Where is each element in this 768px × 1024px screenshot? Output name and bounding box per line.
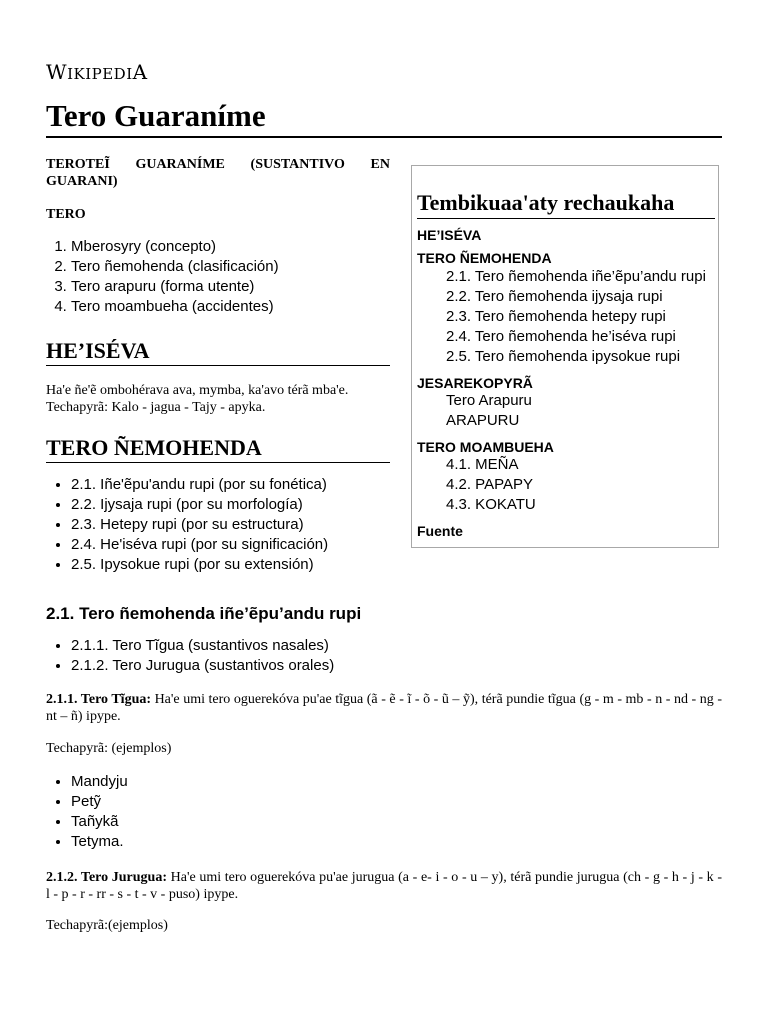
toc-link-arapuru[interactable]: ARAPURU <box>446 412 520 429</box>
list-item: • Tetyma. <box>71 832 721 852</box>
list-item: 1. Mberosyry (concepto) <box>71 237 391 257</box>
tero-tigua-label: 2.1.1. Tero Tĩgua: <box>46 692 152 707</box>
section-2-1-heading: 2.1. Tero ñemohenda iñe’ẽpu’andu rupi <box>46 604 362 623</box>
examples-list <box>46 772 721 852</box>
heiseva-heading: HE’ISÉVA <box>46 337 390 366</box>
tero-tigua-text: Ha'e umi tero oguerekóva pu'ae tĩgua (ã - ẽ - ĩ - õ - ũ – ỹ), térã pundie tĩgua (g - m - mb - n - nd - ng - nt – ñ) ipype. <box>46 692 722 724</box>
section-2-1-list <box>46 636 721 676</box>
toc-title: Tembikuaa'aty rechaukaha <box>417 188 715 219</box>
list-item: • 2.4. He'iséva rupi (por su significación) <box>71 535 391 555</box>
list-item: • Mandyju <box>71 772 721 792</box>
list-item: • 2.2. Ijysaja rupi (por su morfología) <box>71 495 391 515</box>
tero-jurugua-paragraph <box>46 869 722 903</box>
toc-link-4-1[interactable]: 4.1. MEÑA <box>446 456 519 473</box>
examples-label-2: Techapyrã:(ejemplos) <box>46 918 168 933</box>
toc-link-fuente[interactable]: Fuente <box>417 523 463 539</box>
nemohenda-heading: TERO ÑEMOHENDA <box>46 434 390 463</box>
tero-jurugua-label: 2.1.2. Tero Jurugua: <box>46 870 167 885</box>
list-item: • 2.1. Iñe'ẽpu'andu rupi (por su fonética) <box>71 475 391 495</box>
toc-link-heiseva[interactable]: HE’ISÉVA <box>417 227 482 243</box>
toc-link-2-2[interactable]: 2.2. Tero ñemohenda ijysaja rupi <box>446 288 663 305</box>
toc-link-2-3[interactable]: 2.3. Tero ñemohenda hetepy rupi <box>446 308 666 325</box>
list-item: • 2.1.2. Tero Jurugua (sustantivos orales) <box>71 656 721 676</box>
tero-label: TERO <box>46 207 86 222</box>
heiseva-text-2: Techapyrã: Kalo - jagua - Tajy - apyka. <box>46 400 266 415</box>
tero-jurugua-text: Ha'e umi tero oguerekóva pu'ae jurugua (a - e- i - o - u – y), térã pundie jurugua (ch - g - h - j - k - l - p - r - rr - s - t - v - puso) ipype. <box>46 870 722 902</box>
toc-link-2-1[interactable]: 2.1. Tero ñemohenda iñe’ẽpu’andu rupi <box>446 268 706 285</box>
page-title: Tero Guaraníme <box>46 96 722 138</box>
toc-link-2-4[interactable]: 2.4. Tero ñemohenda he’iséva rupi <box>446 328 676 345</box>
heiseva-text-1: Ha'e ñe'ẽ ombohérava ava, mymba, ka'avo térã mba'e. <box>46 383 349 398</box>
list-item: • 2.5. Ipysokue rupi (por su extensión) <box>71 555 391 575</box>
toc-link-4-3[interactable]: 4.3. KOKATU <box>446 496 536 513</box>
intro-heading: TEROTEĨ GUARANÍME (SUSTANTIVO EN GUARANI) <box>46 157 390 189</box>
wikipedia-logo[interactable]: WIKIPEDIA <box>46 60 148 84</box>
examples-label-1: Techapyrã: (ejemplos) <box>46 741 172 756</box>
toc-link-jesarekopyra[interactable]: JESAREKOPYRÃ <box>417 375 533 391</box>
list-item: • Tañykã <box>71 812 721 832</box>
toc-link-nemohenda[interactable]: TERO ÑEMOHENDA <box>417 250 552 266</box>
nemohenda-list <box>46 475 391 575</box>
table-of-contents <box>411 165 719 548</box>
toc-link-2-5[interactable]: 2.5. Tero ñemohenda ipysokue rupi <box>446 348 681 365</box>
tero-tigua-paragraph <box>46 691 722 725</box>
toc-link-tero-arapuru[interactable]: Tero Arapuru <box>446 392 532 409</box>
intro-list <box>46 237 391 317</box>
toc-link-4-2[interactable]: 4.2. PAPAPY <box>446 476 533 493</box>
list-item: 4. Tero moambueha (accidentes) <box>71 297 391 317</box>
toc-link-moambueha[interactable]: TERO MOAMBUEHA <box>417 439 554 455</box>
list-item: • 2.1.1. Tero Tĩgua (sustantivos nasales) <box>71 636 721 656</box>
list-item: • Petỹ <box>71 792 721 812</box>
list-item: 2. Tero ñemohenda (clasificación) <box>71 257 391 277</box>
list-item: • 2.3. Hetepy rupi (por su estructura) <box>71 515 391 535</box>
list-item: 3. Tero arapuru (forma utente) <box>71 277 391 297</box>
